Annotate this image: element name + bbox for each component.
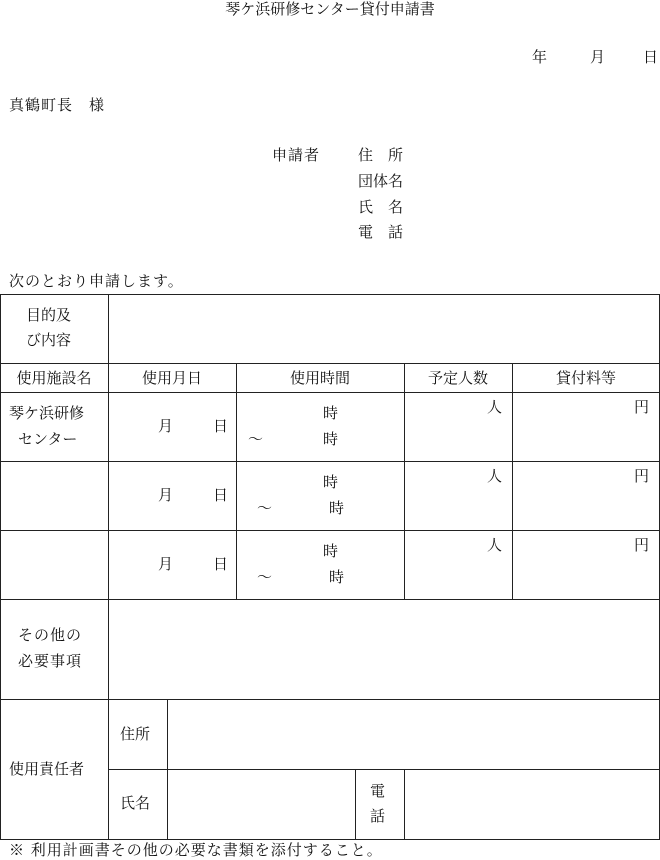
document-title: 琴ケ浜研修センター貸付申請書 [225,0,435,18]
header-fee: 貸付料等 [555,369,616,387]
application-table [0,294,660,840]
row2-hour-end: 時 [329,499,345,517]
responsible-label: 使用責任者 [9,760,85,778]
row3-hour-end: 時 [329,568,345,586]
row2-people-unit: 人 [487,467,503,485]
responsible-phone-label-line1: 電 [370,782,386,800]
row3-hour-start: 時 [323,542,339,560]
row3-day: 日 [213,555,229,573]
applicant-group-label: 団体名 [358,172,404,190]
row3-people-unit: 人 [487,536,503,554]
date-year: 年 [532,48,548,66]
row1-day: 日 [213,417,229,435]
purpose-label-line2: び内容 [26,331,72,349]
row2-tilde: ～ [257,499,273,517]
header-people: 予定人数 [427,369,488,387]
footnote: ※ 利用計画書その他の必要な書類を添付すること。 [9,841,383,859]
applicant-label: 申請者 [272,146,321,164]
row3-tilde: ～ [257,568,273,586]
row1-facility-line2: センター [18,430,78,448]
row3-fee-unit: 円 [634,536,650,554]
lead-text: 次のとおり申請します。 [9,272,184,290]
row1-facility-line1: 琴ケ浜研修 [9,404,85,422]
addressee: 真鶴町長 様 [9,96,106,114]
header-time: 使用時間 [289,369,350,387]
responsible-phone-label-line2: 話 [370,807,386,825]
row2-month: 月 [158,486,174,504]
purpose-label-line1: 目的及 [26,306,72,324]
row2-fee-unit: 円 [634,467,650,485]
row2-hour-start: 時 [323,473,339,491]
row2-day: 日 [213,486,229,504]
row1-fee-unit: 円 [634,398,650,416]
header-facility: 使用施設名 [16,369,92,387]
row1-hour-start: 時 [323,404,339,422]
row1-tilde: ～ [248,430,264,448]
other-label-line2: 必要事項 [18,652,83,670]
applicant-address-label: 住 所 [358,146,404,164]
other-label-line1: その他の [18,626,83,644]
responsible-address-label: 住所 [120,725,151,743]
row1-hour-end: 時 [323,430,339,448]
header-date: 使用月日 [141,369,202,387]
date-day: 日 [643,48,659,66]
row1-month: 月 [158,417,174,435]
applicant-name-label: 氏 名 [358,198,404,216]
row3-month: 月 [158,555,174,573]
row1-people-unit: 人 [487,398,503,416]
date-month: 月 [590,48,606,66]
responsible-name-label: 氏名 [120,794,151,812]
applicant-phone-label: 電 話 [358,223,404,241]
